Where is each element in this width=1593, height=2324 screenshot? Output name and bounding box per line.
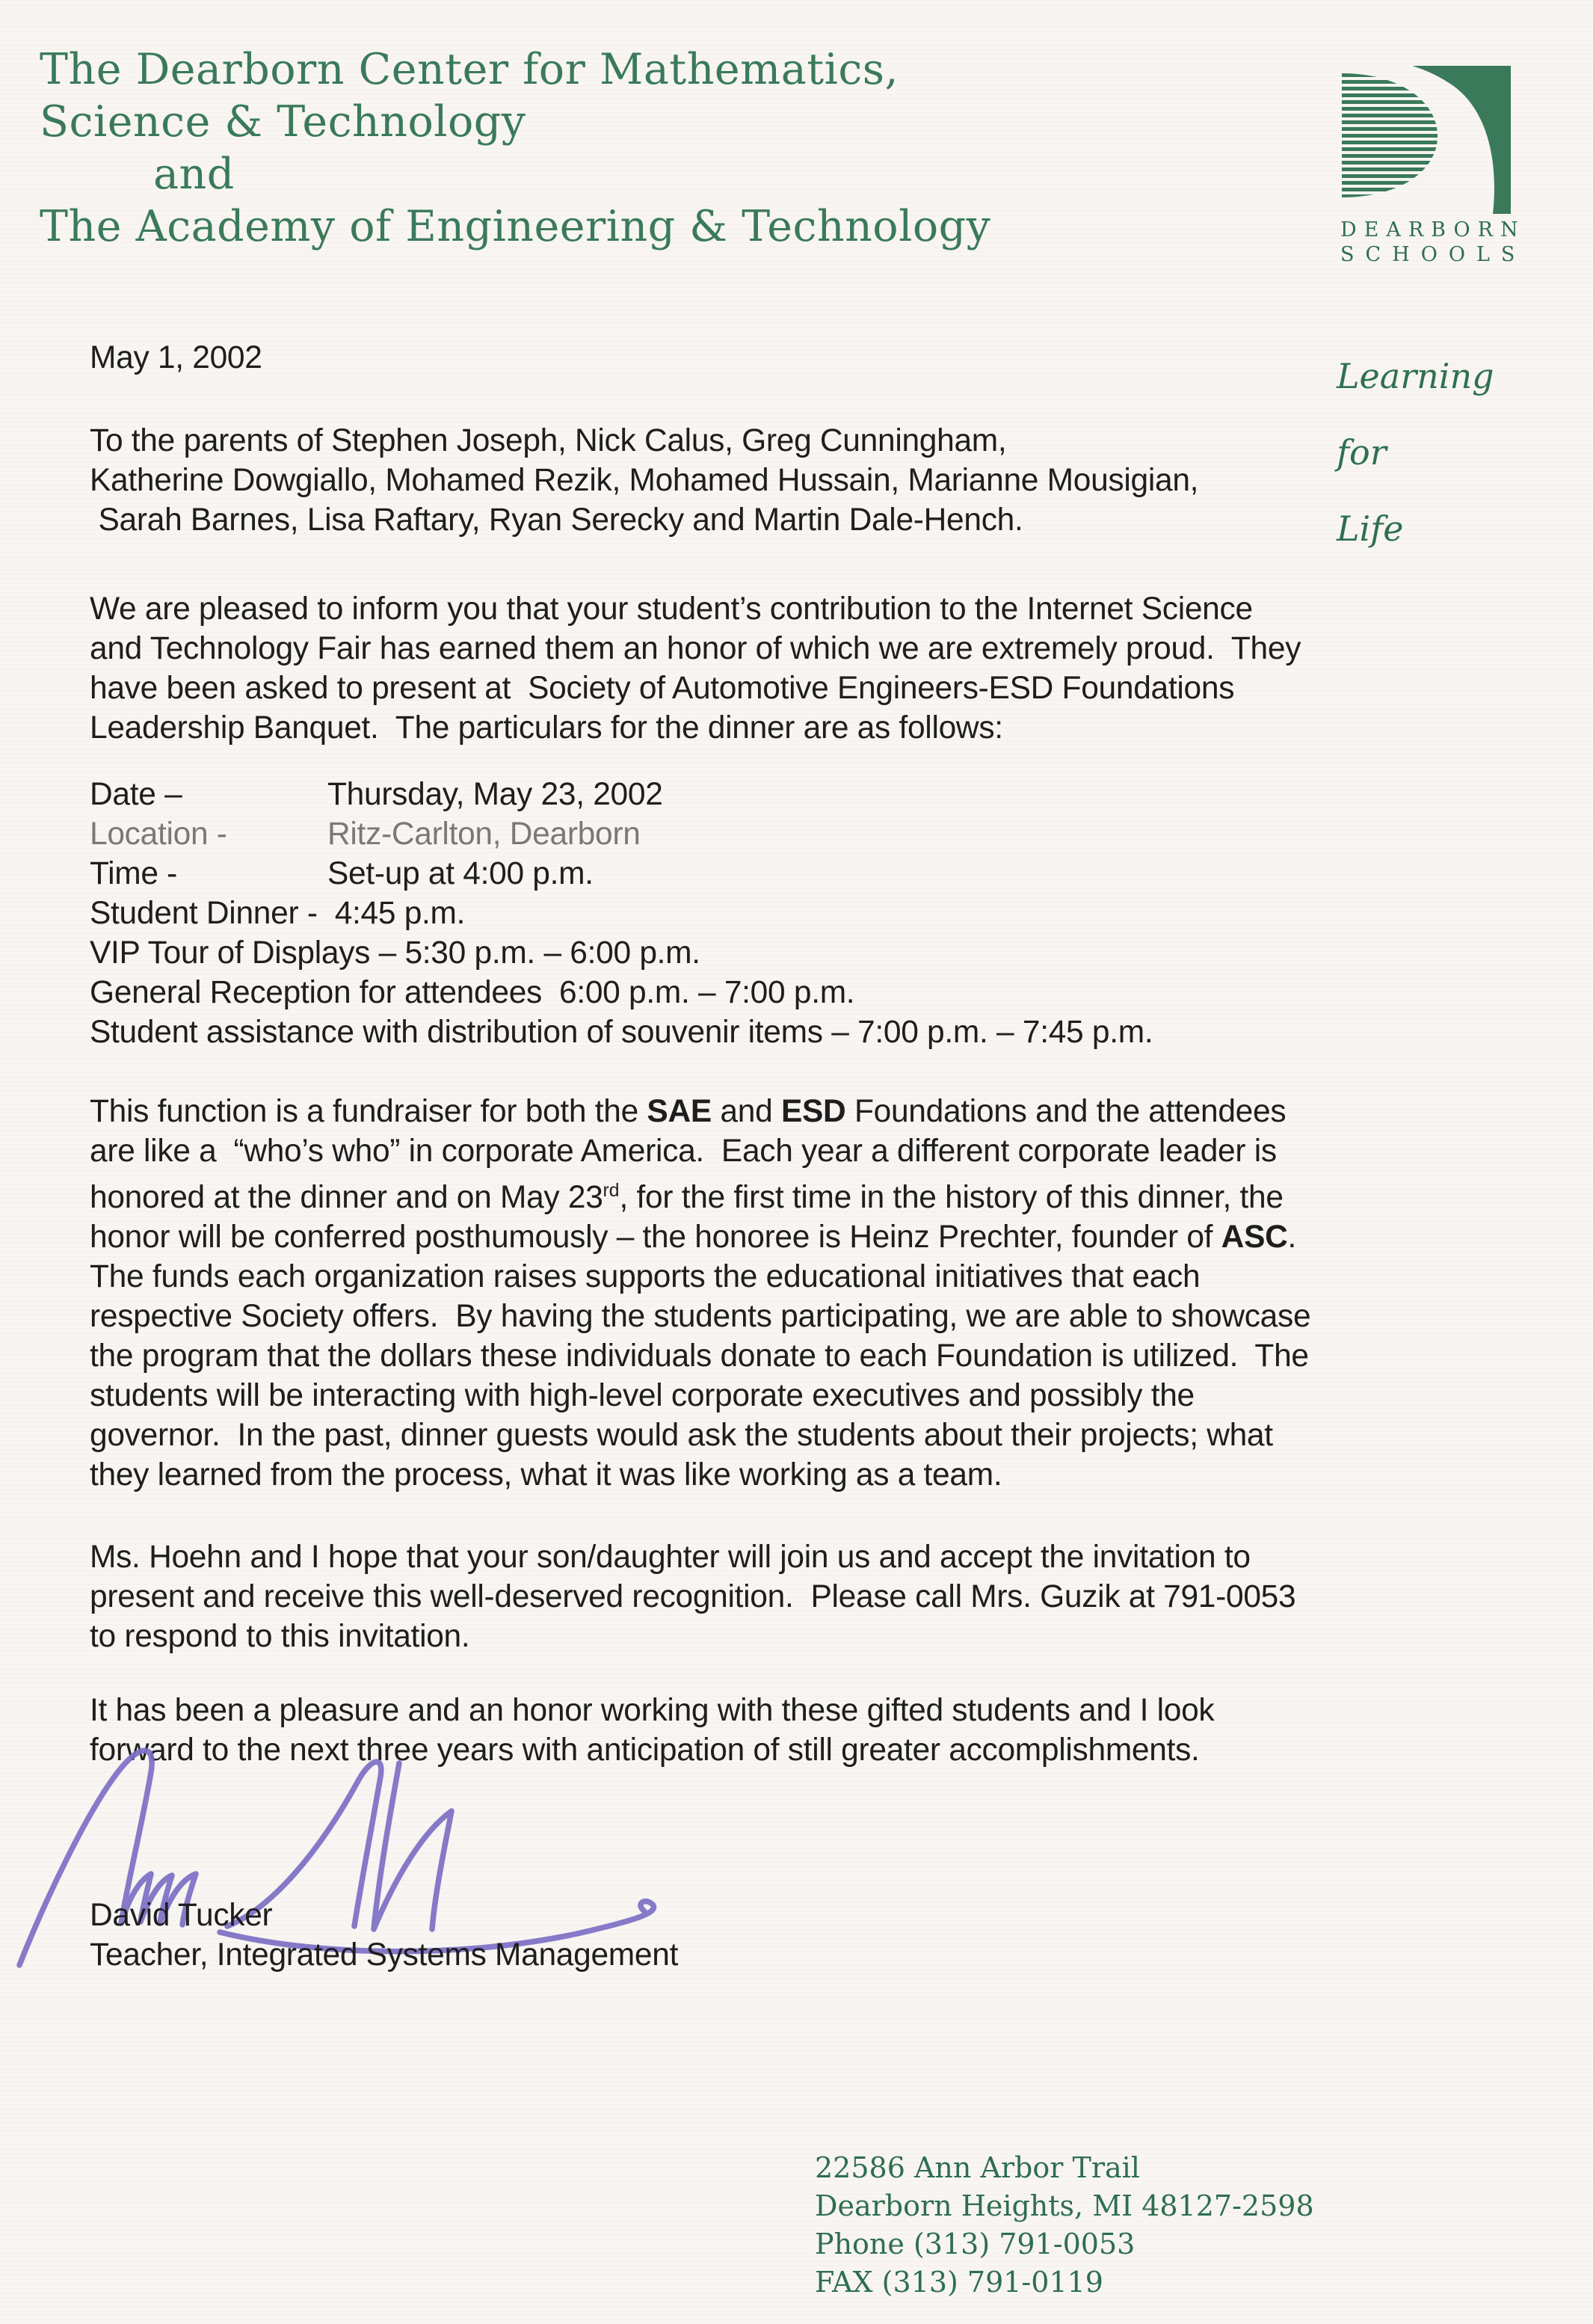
text-line: FAX (313) 791-0119 [815, 2266, 1103, 2299]
text-line: 22586 Ann Arbor Trail [815, 2151, 1140, 2184]
text-line: present and receive this well-deserved recognition. Please call Mrs. Guzik at 791-0053 [90, 1579, 1296, 1614]
text-line: Leadership Banquet. The particulars for the dinner are as follows: [90, 710, 1003, 746]
logo-d-icon [1340, 66, 1511, 214]
text-line: To the parents of Stephen Joseph, Nick Calus, Greg Cunningham, [90, 423, 1007, 458]
tagline-learning-for-life [1337, 338, 1494, 567]
text-line: respective Society offers. By having the students participating, we are able to showcase [90, 1299, 1311, 1335]
text-line: honor will be conferred posthumously – the honoree is Heinz Prechter, founder of ASC. [90, 1220, 1297, 1255]
schedule-extra-lines [90, 894, 1153, 1052]
text-line: Science & Technology [40, 97, 526, 147]
letterhead-org-name [40, 43, 990, 253]
text-line: It has been a pleasure and an honor working with these gifted students and I look [90, 1693, 1215, 1728]
footer-address [815, 2149, 1314, 2302]
schedule-value: Set-up at 4:00 p.m. [327, 856, 594, 891]
fundraiser-paragraph [90, 1092, 1310, 1495]
text-line: governor. In the past, dinner guests would ask the students about their projects; what [90, 1418, 1273, 1454]
schedule-row-time [90, 854, 1153, 894]
text-line: the program that the dollars these individuals donate to each Foundation is utilized. The [90, 1338, 1309, 1374]
text-line: are like a “who’s who” in corporate America. Each year a different corporate leader is [90, 1134, 1277, 1169]
text-line: and Technology Fair has earned them an honor of which we are extremely proud. They [90, 631, 1301, 666]
intro-paragraph [90, 589, 1301, 748]
logo-caption-schools: SCHOOLS [1340, 243, 1526, 266]
text-line: have been asked to present at Society of Automotive Engineers-ESD Foundations [90, 671, 1235, 706]
text-line: The Academy of Engineering & Technology [40, 202, 991, 251]
text-line: to respond to this invitation. [90, 1619, 470, 1654]
text-line: Ms. Hoehn and I hope that your son/daughter will join us and accept the invitation to [90, 1540, 1251, 1575]
text-line: Student Dinner - 4:45 p.m. [90, 896, 466, 931]
text-line: This function is a fundraiser for both the SAE and ESD Foundations and the attendees [90, 1094, 1287, 1129]
event-schedule [90, 775, 1153, 1052]
text-line: students will be interacting with high-level corporate executives and possibly the [90, 1378, 1195, 1414]
signature-block [90, 1896, 678, 1975]
text-line: Learning [1337, 356, 1494, 396]
schedule-row-date [90, 775, 1153, 814]
schedule-label: Time - [90, 856, 178, 891]
text-line: The funds each organization raises supports the educational initiatives that each [90, 1259, 1201, 1295]
text-line: Student assistance with distribution of souvenir items – 7:00 p.m. – 7:45 p.m. [90, 1015, 1153, 1050]
letter-date [90, 338, 262, 378]
text-line: Life [1337, 508, 1404, 549]
text-line: The Dearborn Center for Mathematics, [40, 45, 899, 94]
signer-title: Teacher, Integrated Systems Management [90, 1937, 679, 1973]
text-line: and [153, 150, 235, 199]
text-line: Dearborn Heights, MI 48127-2598 [815, 2189, 1314, 2222]
schedule-row-location [90, 814, 1153, 854]
text-line: Phone (313) 791-0053 [815, 2228, 1136, 2260]
text-line: VIP Tour of Displays – 5:30 p.m. – 6:00 p.m. [90, 935, 700, 971]
schedule-label: Location - [90, 817, 227, 852]
text-line: Katherine Dowgiallo, Mohamed Rezik, Mohamed Hussain, Marianne Mousigian, [90, 463, 1199, 498]
text-line: for [1337, 432, 1387, 473]
schedule-label: Date – [90, 777, 182, 812]
dearborn-schools-logo [1340, 66, 1526, 267]
text-line: forward to the next three years with anticipation of still greater accomplishments. [90, 1733, 1200, 1768]
date-text: May 1, 2002 [90, 340, 262, 375]
text-line: they learned from the process, what it was like working as a team. [90, 1457, 1002, 1493]
schedule-value: Ritz-Carlton, Dearborn [327, 817, 641, 852]
signer-name: David Tucker [90, 1898, 273, 1933]
text-line: General Reception for attendees 6:00 p.m. – 7:00 p.m. [90, 975, 855, 1010]
recipients-paragraph [90, 421, 1198, 540]
text-line: We are pleased to inform you that your student’s contribution to the Internet Science [90, 591, 1253, 627]
schedule-value: Thursday, May 23, 2002 [327, 777, 663, 812]
invitation-paragraph [90, 1537, 1295, 1656]
text-line: Sarah Barnes, Lisa Raftary, Ryan Serecky and Martin Dale-Hench. [90, 502, 1023, 538]
text-line: honored at the dinner and on May 23rd, for the first time in the history of this dinner, the [90, 1180, 1284, 1216]
logo-caption-dearborn: DEARBORN [1340, 218, 1526, 242]
